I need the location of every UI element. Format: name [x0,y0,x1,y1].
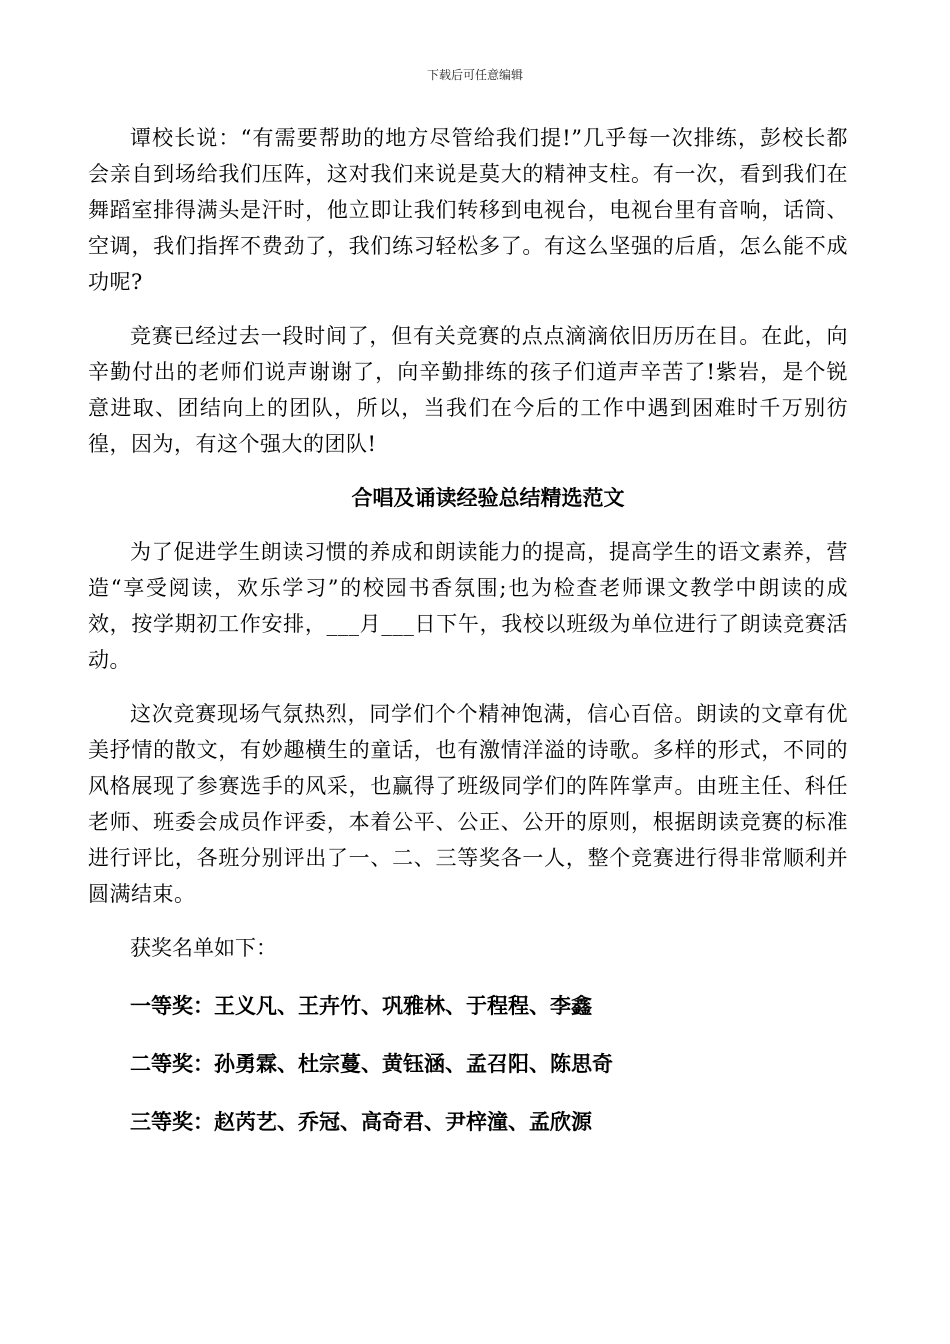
paragraph-reading-purpose: 为了促进学生朗读习惯的养成和朗读能力的提高，提高学生的语文素养，营造“享受阅读，欢乐学习”的校园书香氛围;也为检查老师课文教学中朗读的成效，按学期初工作安排，___月___日下午，我校以班级为单位进行了朗读竞赛活动。 [88,540,848,672]
award-first-prize: 一等奖：王义凡、王卉竹、巩雅林、于程程、李鑫 [130,993,592,1018]
award-second-prize: 二等奖：孙勇霖、杜宗蔓、黄钰涵、孟召阳、陈思奇 [130,1051,613,1076]
award-list-intro: 获奖名单如下： [130,936,277,960]
page-header: 下载后可任意编辑 [426,68,523,82]
paragraph-principal-support: 谭校长说：“有需要帮助的地方尽管给我们提!”几乎每一次排练，彭校长都会亲自到场给我们压阵，这对我们来说是莫大的精神支柱。有一次，看到我们在舞蹈室排得满头是汗时，他立即让我们转移到电视台，电视台里有音响，话筒、空调，我们指挥不费劲了，我们练习轻松多了。有这么坚强的后盾，怎么能不成功呢? [88,126,848,294]
paragraph-competition-thanks: 竞赛已经过去一段时间了，但有关竞赛的点点滴滴依旧历历在目。在此，向辛勤付出的老师们说声谢谢了，向辛勤排练的孩子们道声辛苦了!紫岩，是个锐意进取、团结向上的团队，所以，当我们在今后的工作中遇到困难时千万别彷徨，因为，有这个强大的团队! [88,324,848,456]
paragraph-competition-scene: 这次竞赛现场气氛热烈，同学们个个精神饱满，信心百倍。朗读的文章有优美抒情的散文，有妙趣横生的童话，也有激情洋溢的诗歌。多样的形式，不同的风格展现了参赛选手的风采，也赢得了班级同学们的阵阵掌声。由班主任、科任老师、班委会成员作评委，本着公平、公正、公开的原则，根据朗读竞赛的标准进行评比，各班分别评出了一、二、三等奖各一人，整个竞赛进行得非常顺利并圆满结束。 [88,702,848,906]
section-title: 合唱及诵读经验总结精选范文 [351,485,625,510]
document-body [88,120,848,1162]
award-third-prize: 三等奖：赵芮艺、乔冠、高奇君、尹梓潼、孟欣源 [130,1109,592,1134]
